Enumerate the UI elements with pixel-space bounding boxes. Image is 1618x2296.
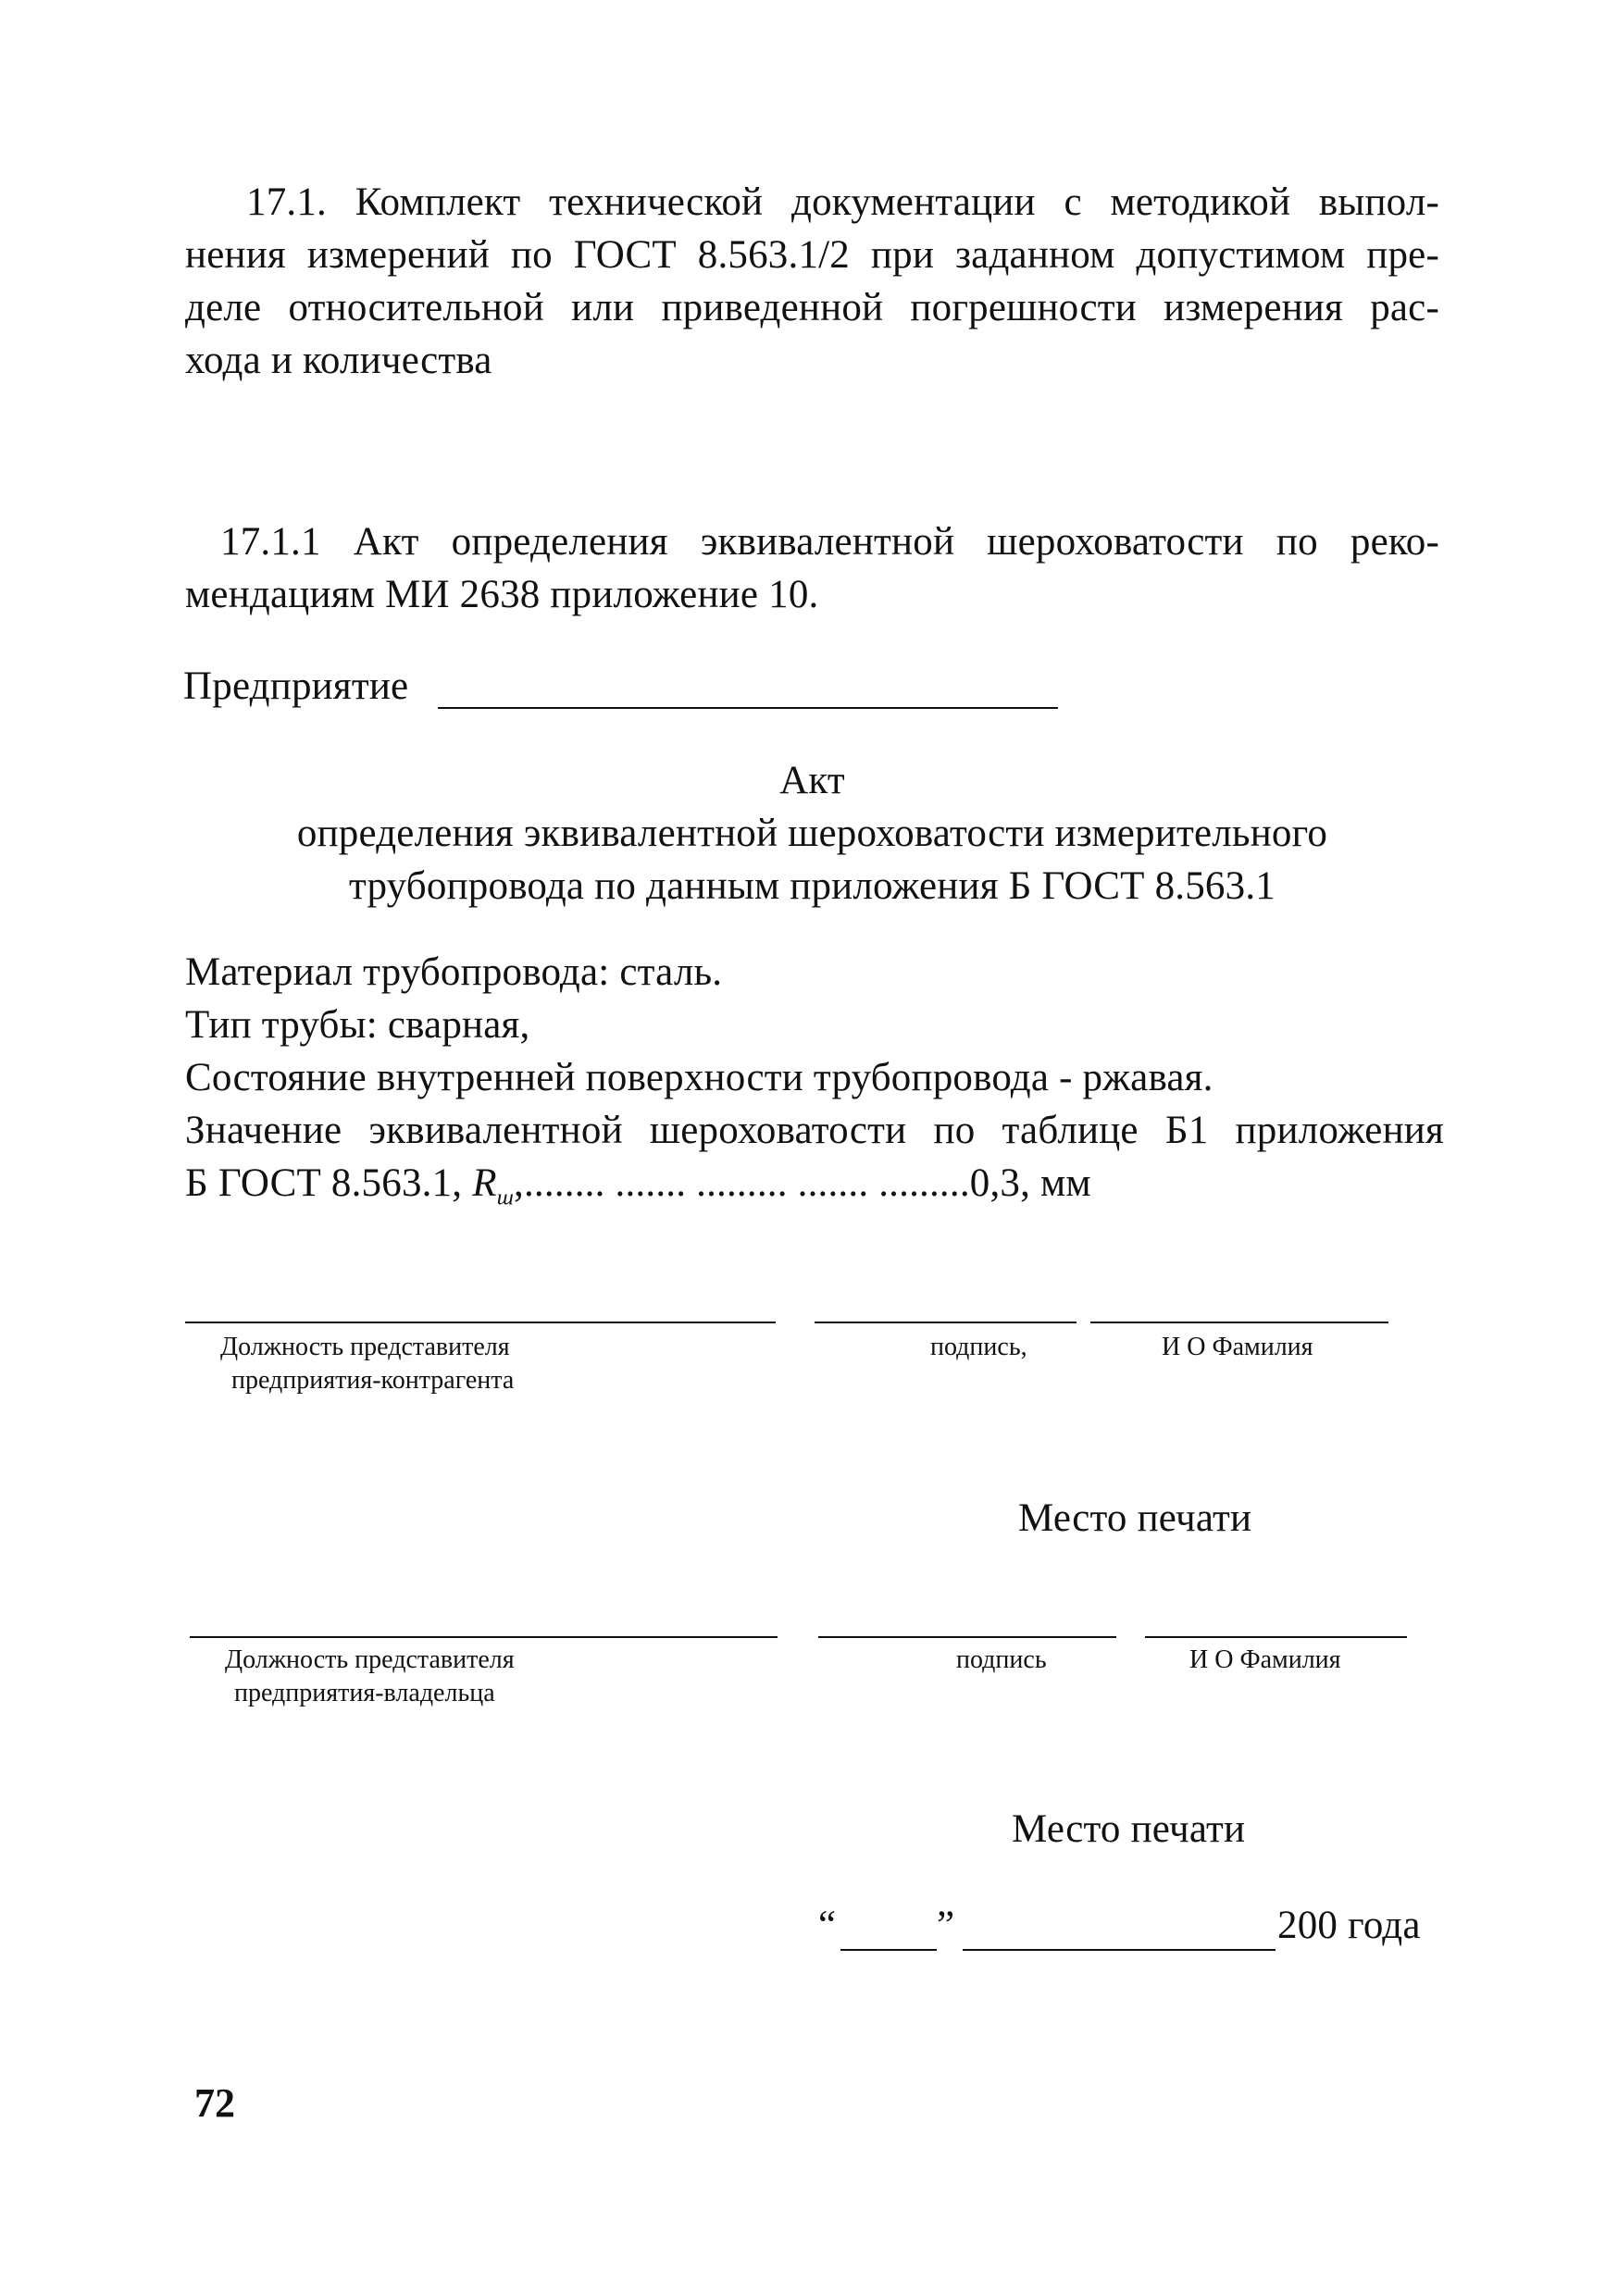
sig2-name-label: И О Фамилия — [1189, 1645, 1341, 1674]
sig1-name-line — [1090, 1322, 1388, 1323]
date-day-blank — [840, 1949, 937, 1951]
sig2-signature-line — [818, 1636, 1116, 1638]
date-year-text: 200 года — [1277, 1904, 1421, 1947]
roughness-value: 0,3, мм — [969, 1161, 1091, 1205]
sig2-signature-label: подпись — [956, 1645, 1047, 1674]
material-line: Материал трубопровода: сталь. — [185, 950, 723, 994]
pipe-type-line: Тип трубы: сварная, — [185, 1003, 530, 1047]
sig1-position-line-2: предприятия-контрагента — [231, 1366, 515, 1395]
enterprise-blank-line — [438, 707, 1058, 709]
date-open-quote: “ — [818, 1904, 837, 1947]
section-17-1-line-3: деле относительной или приведенной погрешности измерения рас- — [185, 286, 1439, 329]
enterprise-label: Предприятие — [183, 664, 409, 708]
act-heading — [185, 754, 1439, 912]
act-subtitle-line-1: определения эквивалентной шероховатости измерительного — [296, 812, 1328, 855]
roughness-prefix: Б ГОСТ 8.563.1, — [185, 1161, 463, 1205]
section-17-1-line-4: хода и количества — [185, 339, 492, 382]
section-17-1-line-1: 17.1. Комплект технической документации с методикой выпол- — [246, 180, 1439, 224]
page-number: 72 — [194, 2080, 235, 2126]
section-17-1-1-line-2: мендациям МИ 2638 приложение 10. — [185, 573, 819, 616]
roughness-leader-dots: ,........ ....... ......... ....... ......... — [514, 1161, 970, 1205]
sig2-position-line-2: предприятия-владельца — [234, 1679, 495, 1707]
date-close-quote: ” — [937, 1904, 955, 1947]
act-details — [185, 946, 1444, 1225]
sig1-position-label — [220, 1331, 514, 1397]
roughness-line-1: Значение эквивалентной шероховатости по таблице Б1 приложения — [185, 1109, 1444, 1152]
sig1-signature-line — [815, 1322, 1077, 1323]
sig1-name-label: И О Фамилия — [1162, 1333, 1313, 1361]
section-17-1-1 — [185, 515, 1439, 621]
sig2-stamp-label: Место печати — [1012, 1807, 1246, 1851]
sig1-position-line — [185, 1322, 776, 1323]
section-17-1 — [185, 176, 1439, 387]
section-17-1-1-line-1: 17.1.1 Акт определения эквивалентной шероховатости по реко- — [220, 520, 1439, 564]
sig1-position-line-1: Должность представителя — [220, 1333, 510, 1361]
sig1-signature-label: подпись, — [930, 1333, 1027, 1361]
act-title: Акт — [779, 759, 845, 802]
sig2-position-line-1: Должность представителя — [225, 1645, 515, 1674]
date-month-blank — [963, 1949, 1276, 1951]
sig1-stamp-label: Место печати — [1018, 1496, 1252, 1540]
sig2-position-line — [190, 1636, 778, 1638]
section-17-1-line-2: нения измерений по ГОСТ 8.563.1/2 при заданном допустимом пре- — [185, 233, 1439, 277]
sig2-name-line — [1145, 1636, 1407, 1638]
act-subtitle-line-2: трубопровода по данным приложения Б ГОСТ 8.563.1 — [349, 864, 1276, 908]
roughness-line-2 — [185, 1157, 1444, 1225]
sig2-position-label — [225, 1644, 515, 1710]
roughness-symbol: $R_ш$ — [472, 1161, 515, 1210]
surface-state-line: Состояние внутренней поверхности трубопровода - ржавая. — [185, 1056, 1214, 1099]
